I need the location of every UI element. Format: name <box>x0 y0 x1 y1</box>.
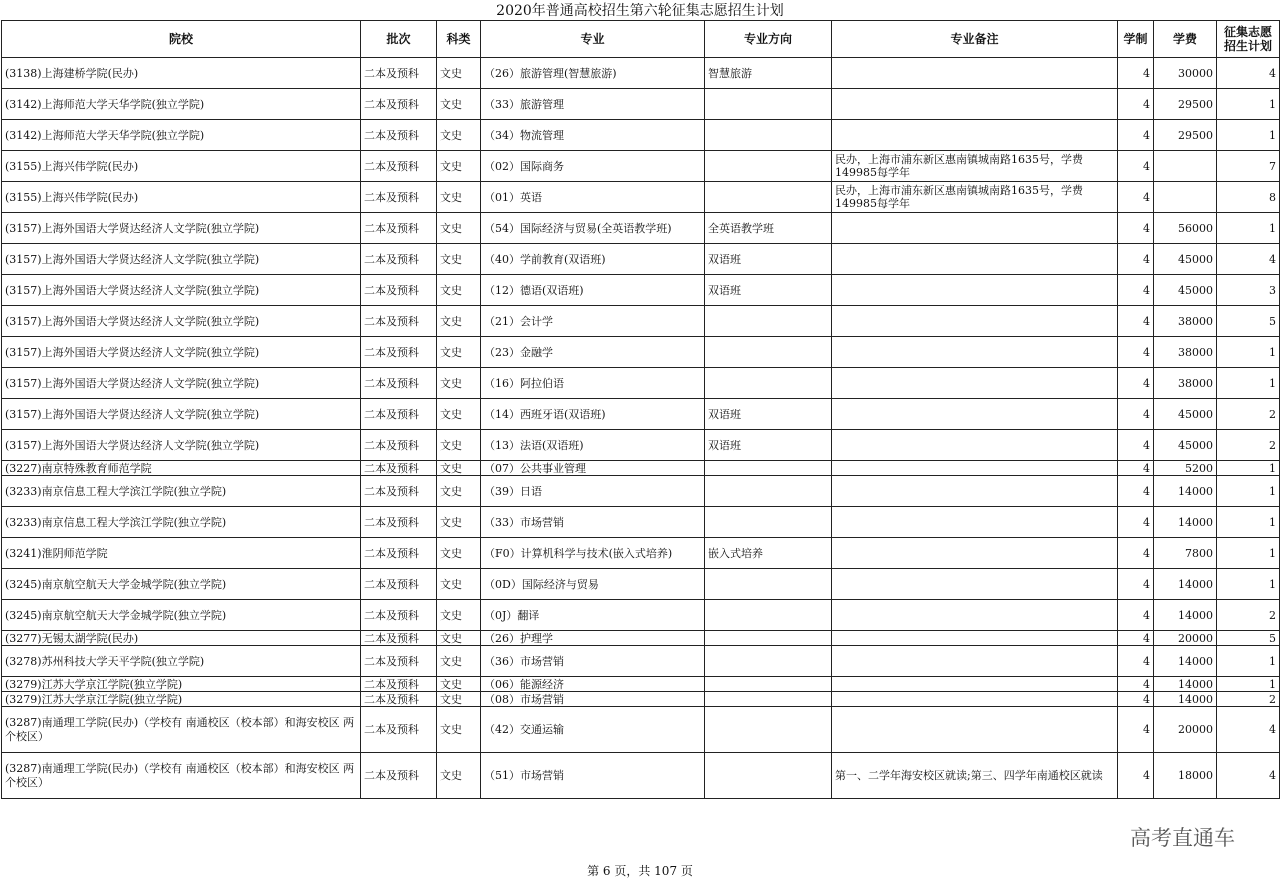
table-row <box>2 507 1280 538</box>
cell-plan: 4 <box>1217 707 1280 753</box>
cell-batch: 二本及预科 <box>361 707 437 753</box>
header-category: 科类 <box>437 21 481 58</box>
cell-years: 4 <box>1118 461 1154 476</box>
table-row <box>2 213 1280 244</box>
cell-major: （0J）翻译 <box>481 600 705 631</box>
cell-major: （42）交通运输 <box>481 707 705 753</box>
table-row <box>2 337 1280 368</box>
cell-plan: 1 <box>1217 89 1280 120</box>
header-school: 院校 <box>2 21 361 58</box>
cell-fee: 29500 <box>1154 89 1217 120</box>
cell-direction <box>705 151 832 182</box>
cell-plan: 4 <box>1217 244 1280 275</box>
cell-category: 文史 <box>437 753 481 799</box>
cell-note <box>832 430 1118 461</box>
cell-batch: 二本及预科 <box>361 753 437 799</box>
cell-school: (3157)上海外国语大学贤达经济人文学院(独立学院) <box>2 337 361 368</box>
cell-batch: 二本及预科 <box>361 692 437 707</box>
cell-note: 民办，上海市浦东新区惠南镇城南路1635号，学费149985每学年 <box>832 182 1118 213</box>
cell-direction <box>705 120 832 151</box>
cell-direction <box>705 677 832 692</box>
cell-years: 4 <box>1118 569 1154 600</box>
cell-major: （07）公共事业管理 <box>481 461 705 476</box>
cell-fee: 5200 <box>1154 461 1217 476</box>
cell-years: 4 <box>1118 753 1154 799</box>
header-plan: 征集志愿招生计划 <box>1217 21 1280 58</box>
table-row <box>2 151 1280 182</box>
table-row <box>2 476 1280 507</box>
cell-category: 文史 <box>437 306 481 337</box>
cell-plan: 1 <box>1217 213 1280 244</box>
cell-fee <box>1154 182 1217 213</box>
cell-batch: 二本及预科 <box>361 244 437 275</box>
cell-fee: 38000 <box>1154 337 1217 368</box>
cell-major: （01）英语 <box>481 182 705 213</box>
cell-school: (3278)苏州科技大学天平学院(独立学院) <box>2 646 361 677</box>
cell-major: （14）西班牙语(双语班) <box>481 399 705 430</box>
cell-direction <box>705 646 832 677</box>
cell-note <box>832 213 1118 244</box>
cell-fee: 14000 <box>1154 646 1217 677</box>
cell-direction: 双语班 <box>705 399 832 430</box>
cell-batch: 二本及预科 <box>361 368 437 399</box>
cell-batch: 二本及预科 <box>361 120 437 151</box>
cell-years: 4 <box>1118 430 1154 461</box>
cell-fee: 20000 <box>1154 631 1217 646</box>
table-row <box>2 89 1280 120</box>
cell-school: (3227)南京特殊教育师范学院 <box>2 461 361 476</box>
cell-plan: 4 <box>1217 753 1280 799</box>
table-row <box>2 707 1280 753</box>
cell-plan: 1 <box>1217 569 1280 600</box>
cell-years: 4 <box>1118 120 1154 151</box>
cell-batch: 二本及预科 <box>361 631 437 646</box>
cell-school: (3279)江苏大学京江学院(独立学院) <box>2 677 361 692</box>
cell-direction <box>705 753 832 799</box>
cell-school: (3157)上海外国语大学贤达经济人文学院(独立学院) <box>2 306 361 337</box>
cell-direction: 双语班 <box>705 430 832 461</box>
cell-major: （39）日语 <box>481 476 705 507</box>
cell-direction <box>705 476 832 507</box>
cell-fee: 14000 <box>1154 569 1217 600</box>
cell-plan: 1 <box>1217 120 1280 151</box>
table-row <box>2 631 1280 646</box>
cell-years: 4 <box>1118 707 1154 753</box>
cell-batch: 二本及预科 <box>361 213 437 244</box>
cell-fee: 45000 <box>1154 244 1217 275</box>
cell-note <box>832 399 1118 430</box>
cell-note <box>832 600 1118 631</box>
cell-plan: 1 <box>1217 337 1280 368</box>
cell-school: (3155)上海兴伟学院(民办) <box>2 182 361 213</box>
cell-school: (3142)上海师范大学天华学院(独立学院) <box>2 120 361 151</box>
table-row <box>2 58 1280 89</box>
cell-years: 4 <box>1118 58 1154 89</box>
watermark-text: 高考直通车 <box>1130 826 1235 850</box>
cell-direction: 智慧旅游 <box>705 58 832 89</box>
cell-direction: 全英语教学班 <box>705 213 832 244</box>
cell-plan: 1 <box>1217 461 1280 476</box>
cell-note <box>832 631 1118 646</box>
cell-school: (3287)南通理工学院(民办)（学校有 南通校区（校本部）和海安校区 两个校区） <box>2 707 361 753</box>
cell-major: （16）阿拉伯语 <box>481 368 705 399</box>
cell-category: 文史 <box>437 368 481 399</box>
cell-fee: 14000 <box>1154 476 1217 507</box>
table-row <box>2 538 1280 569</box>
cell-note <box>832 244 1118 275</box>
cell-note: 民办，上海市浦东新区惠南镇城南路1635号，学费149985每学年 <box>832 151 1118 182</box>
document-title: 2020年普通高校招生第六轮征集志愿招生计划 <box>496 3 784 19</box>
cell-years: 4 <box>1118 275 1154 306</box>
cell-plan: 1 <box>1217 646 1280 677</box>
cell-major: （54）国际经济与贸易(全英语教学班) <box>481 213 705 244</box>
cell-major: （08）市场营销 <box>481 692 705 707</box>
cell-school: (3138)上海建桥学院(民办) <box>2 58 361 89</box>
cell-fee: 38000 <box>1154 306 1217 337</box>
cell-school: (3157)上海外国语大学贤达经济人文学院(独立学院) <box>2 368 361 399</box>
cell-school: (3157)上海外国语大学贤达经济人文学院(独立学院) <box>2 399 361 430</box>
cell-years: 4 <box>1118 692 1154 707</box>
cell-years: 4 <box>1118 399 1154 430</box>
cell-plan: 5 <box>1217 306 1280 337</box>
cell-direction <box>705 306 832 337</box>
cell-years: 4 <box>1118 677 1154 692</box>
header-major: 专业 <box>481 21 705 58</box>
cell-major: （13）法语(双语班) <box>481 430 705 461</box>
cell-batch: 二本及预科 <box>361 275 437 306</box>
cell-category: 文史 <box>437 182 481 213</box>
cell-category: 文史 <box>437 476 481 507</box>
cell-fee: 29500 <box>1154 120 1217 151</box>
cell-major: （36）市场营销 <box>481 646 705 677</box>
cell-batch: 二本及预科 <box>361 306 437 337</box>
cell-note <box>832 707 1118 753</box>
cell-major: （26）护理学 <box>481 631 705 646</box>
cell-years: 4 <box>1118 507 1154 538</box>
cell-category: 文史 <box>437 337 481 368</box>
table-row <box>2 430 1280 461</box>
cell-years: 4 <box>1118 368 1154 399</box>
cell-category: 文史 <box>437 399 481 430</box>
cell-direction: 双语班 <box>705 244 832 275</box>
header-batch: 批次 <box>361 21 437 58</box>
cell-major: （40）学前教育(双语班) <box>481 244 705 275</box>
cell-category: 文史 <box>437 244 481 275</box>
table-header-row <box>2 21 1280 58</box>
cell-direction <box>705 631 832 646</box>
cell-category: 文史 <box>437 213 481 244</box>
cell-direction <box>705 337 832 368</box>
header-fee: 学费 <box>1154 21 1217 58</box>
cell-note <box>832 507 1118 538</box>
cell-fee: 14000 <box>1154 677 1217 692</box>
cell-plan: 2 <box>1217 600 1280 631</box>
cell-fee: 56000 <box>1154 213 1217 244</box>
cell-years: 4 <box>1118 476 1154 507</box>
cell-batch: 二本及预科 <box>361 89 437 120</box>
cell-batch: 二本及预科 <box>361 538 437 569</box>
cell-batch: 二本及预科 <box>361 151 437 182</box>
table-row <box>2 399 1280 430</box>
cell-fee: 14000 <box>1154 692 1217 707</box>
cell-direction <box>705 89 832 120</box>
cell-note <box>832 306 1118 337</box>
cell-note <box>832 677 1118 692</box>
cell-note <box>832 692 1118 707</box>
cell-school: (3157)上海外国语大学贤达经济人文学院(独立学院) <box>2 430 361 461</box>
cell-note <box>832 89 1118 120</box>
cell-years: 4 <box>1118 182 1154 213</box>
cell-direction: 嵌入式培养 <box>705 538 832 569</box>
cell-category: 文史 <box>437 120 481 151</box>
cell-school: (3245)南京航空航天大学金城学院(独立学院) <box>2 600 361 631</box>
cell-school: (3157)上海外国语大学贤达经济人文学院(独立学院) <box>2 213 361 244</box>
cell-plan: 2 <box>1217 399 1280 430</box>
cell-fee: 18000 <box>1154 753 1217 799</box>
cell-years: 4 <box>1118 538 1154 569</box>
cell-category: 文史 <box>437 507 481 538</box>
cell-plan: 1 <box>1217 507 1280 538</box>
cell-batch: 二本及预科 <box>361 337 437 368</box>
cell-note <box>832 461 1118 476</box>
cell-fee: 45000 <box>1154 430 1217 461</box>
cell-fee: 20000 <box>1154 707 1217 753</box>
cell-school: (3157)上海外国语大学贤达经济人文学院(独立学院) <box>2 244 361 275</box>
cell-batch: 二本及预科 <box>361 430 437 461</box>
cell-school: (3233)南京信息工程大学滨江学院(独立学院) <box>2 507 361 538</box>
cell-school: (3233)南京信息工程大学滨江学院(独立学院) <box>2 476 361 507</box>
cell-plan: 2 <box>1217 430 1280 461</box>
cell-direction <box>705 507 832 538</box>
enrollment-plan-table <box>1 20 1280 799</box>
cell-direction <box>705 368 832 399</box>
cell-fee: 38000 <box>1154 368 1217 399</box>
header-direction: 专业方向 <box>705 21 832 58</box>
cell-plan: 4 <box>1217 58 1280 89</box>
cell-plan: 2 <box>1217 692 1280 707</box>
cell-batch: 二本及预科 <box>361 476 437 507</box>
cell-major: （F0）计算机科学与技术(嵌入式培养) <box>481 538 705 569</box>
cell-plan: 1 <box>1217 538 1280 569</box>
table-row <box>2 368 1280 399</box>
cell-school: (3245)南京航空航天大学金城学院(独立学院) <box>2 569 361 600</box>
cell-major: （06）能源经济 <box>481 677 705 692</box>
cell-plan: 3 <box>1217 275 1280 306</box>
cell-years: 4 <box>1118 244 1154 275</box>
cell-fee: 30000 <box>1154 58 1217 89</box>
cell-direction: 双语班 <box>705 275 832 306</box>
cell-category: 文史 <box>437 275 481 306</box>
table-row <box>2 569 1280 600</box>
header-note: 专业备注 <box>832 21 1118 58</box>
cell-category: 文史 <box>437 677 481 692</box>
cell-school: (3157)上海外国语大学贤达经济人文学院(独立学院) <box>2 275 361 306</box>
cell-fee: 45000 <box>1154 275 1217 306</box>
cell-direction <box>705 600 832 631</box>
cell-batch: 二本及预科 <box>361 677 437 692</box>
cell-years: 4 <box>1118 600 1154 631</box>
cell-years: 4 <box>1118 89 1154 120</box>
cell-category: 文史 <box>437 569 481 600</box>
cell-plan: 7 <box>1217 151 1280 182</box>
cell-years: 4 <box>1118 306 1154 337</box>
cell-fee <box>1154 151 1217 182</box>
table-row <box>2 275 1280 306</box>
cell-major: （0D）国际经济与贸易 <box>481 569 705 600</box>
header-years: 学制 <box>1118 21 1154 58</box>
cell-years: 4 <box>1118 337 1154 368</box>
cell-category: 文史 <box>437 646 481 677</box>
cell-fee: 14000 <box>1154 600 1217 631</box>
table-row <box>2 692 1280 707</box>
cell-major: （21）会计学 <box>481 306 705 337</box>
cell-batch: 二本及预科 <box>361 507 437 538</box>
cell-fee: 45000 <box>1154 399 1217 430</box>
cell-major: （12）德语(双语班) <box>481 275 705 306</box>
cell-note <box>832 58 1118 89</box>
table-row <box>2 753 1280 799</box>
cell-plan: 1 <box>1217 476 1280 507</box>
cell-category: 文史 <box>437 151 481 182</box>
cell-category: 文史 <box>437 692 481 707</box>
cell-batch: 二本及预科 <box>361 182 437 213</box>
cell-plan: 1 <box>1217 368 1280 399</box>
cell-school: (3241)淮阴师范学院 <box>2 538 361 569</box>
cell-batch: 二本及预科 <box>361 646 437 677</box>
cell-direction <box>705 461 832 476</box>
cell-note <box>832 569 1118 600</box>
cell-batch: 二本及预科 <box>361 600 437 631</box>
cell-plan: 5 <box>1217 631 1280 646</box>
cell-fee: 14000 <box>1154 507 1217 538</box>
cell-note: 第一、二学年海安校区就读;第三、四学年南通校区就读 <box>832 753 1118 799</box>
cell-fee: 7800 <box>1154 538 1217 569</box>
table-row <box>2 182 1280 213</box>
cell-direction <box>705 707 832 753</box>
table-row <box>2 600 1280 631</box>
cell-category: 文史 <box>437 58 481 89</box>
cell-major: （23）金融学 <box>481 337 705 368</box>
cell-school: (3142)上海师范大学天华学院(独立学院) <box>2 89 361 120</box>
cell-direction <box>705 569 832 600</box>
cell-batch: 二本及预科 <box>361 461 437 476</box>
cell-note <box>832 120 1118 151</box>
table-row <box>2 646 1280 677</box>
table-row <box>2 120 1280 151</box>
cell-years: 4 <box>1118 631 1154 646</box>
cell-note <box>832 275 1118 306</box>
table-row <box>2 244 1280 275</box>
cell-category: 文史 <box>437 631 481 646</box>
cell-major: （33）旅游管理 <box>481 89 705 120</box>
cell-direction <box>705 692 832 707</box>
cell-direction <box>705 182 832 213</box>
cell-plan: 8 <box>1217 182 1280 213</box>
cell-major: （33）市场营销 <box>481 507 705 538</box>
cell-years: 4 <box>1118 151 1154 182</box>
cell-note <box>832 538 1118 569</box>
cell-school: (3279)江苏大学京江学院(独立学院) <box>2 692 361 707</box>
cell-major: （51）市场营销 <box>481 753 705 799</box>
cell-note <box>832 476 1118 507</box>
cell-category: 文史 <box>437 538 481 569</box>
cell-major: （26）旅游管理(智慧旅游) <box>481 58 705 89</box>
cell-major: （02）国际商务 <box>481 151 705 182</box>
cell-batch: 二本及预科 <box>361 569 437 600</box>
cell-note <box>832 646 1118 677</box>
cell-category: 文史 <box>437 461 481 476</box>
cell-note <box>832 368 1118 399</box>
cell-school: (3155)上海兴伟学院(民办) <box>2 151 361 182</box>
cell-note <box>832 337 1118 368</box>
cell-category: 文史 <box>437 430 481 461</box>
cell-category: 文史 <box>437 600 481 631</box>
cell-school: (3287)南通理工学院(民办)（学校有 南通校区（校本部）和海安校区 两个校区） <box>2 753 361 799</box>
table-row <box>2 461 1280 476</box>
cell-school: (3277)无锡太湖学院(民办) <box>2 631 361 646</box>
cell-plan: 1 <box>1217 677 1280 692</box>
page-footer: 第 6 页，共 107 页 <box>587 864 693 878</box>
cell-batch: 二本及预科 <box>361 399 437 430</box>
table-row <box>2 677 1280 692</box>
table-row <box>2 306 1280 337</box>
cell-category: 文史 <box>437 707 481 753</box>
cell-major: （34）物流管理 <box>481 120 705 151</box>
cell-batch: 二本及预科 <box>361 58 437 89</box>
cell-years: 4 <box>1118 213 1154 244</box>
cell-category: 文史 <box>437 89 481 120</box>
cell-years: 4 <box>1118 646 1154 677</box>
